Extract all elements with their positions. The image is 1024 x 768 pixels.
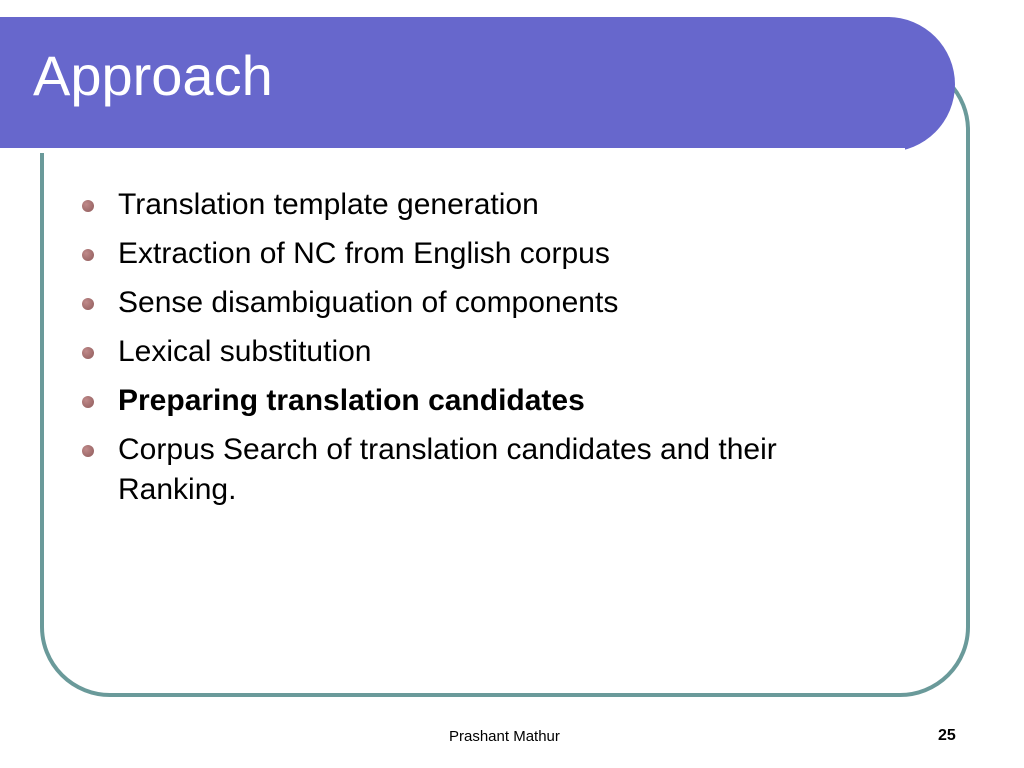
bullet-text: Lexical substitution — [118, 335, 372, 368]
bullet-item — [80, 234, 900, 274]
page-number: 25 — [938, 727, 956, 744]
bullet-dot-icon — [82, 396, 94, 408]
footer-author: Prashant Mathur — [449, 728, 560, 745]
bullet-text: Corpus Search of translation candidates and their Ranking. — [118, 433, 777, 506]
bullet-dot-icon — [82, 249, 94, 261]
bullet-text: Sense disambiguation of components — [118, 286, 619, 319]
bullet-list — [80, 185, 900, 519]
bullet-text: Extraction of NC from English corpus — [118, 237, 610, 270]
bullet-item — [80, 430, 900, 510]
bullet-dot-icon — [82, 347, 94, 359]
bullet-dot-icon — [82, 298, 94, 310]
title-underline — [0, 148, 905, 153]
bullet-text: Translation template generation — [118, 188, 539, 221]
bullet-item — [80, 283, 900, 323]
bullet-item-bold — [80, 381, 900, 421]
slide-title: Approach — [33, 44, 273, 107]
bullet-text: Preparing translation candidates — [118, 384, 585, 417]
bullet-item — [80, 332, 900, 372]
bullet-dot-icon — [82, 445, 94, 457]
bullet-item — [80, 185, 900, 225]
bullet-dot-icon — [82, 200, 94, 212]
